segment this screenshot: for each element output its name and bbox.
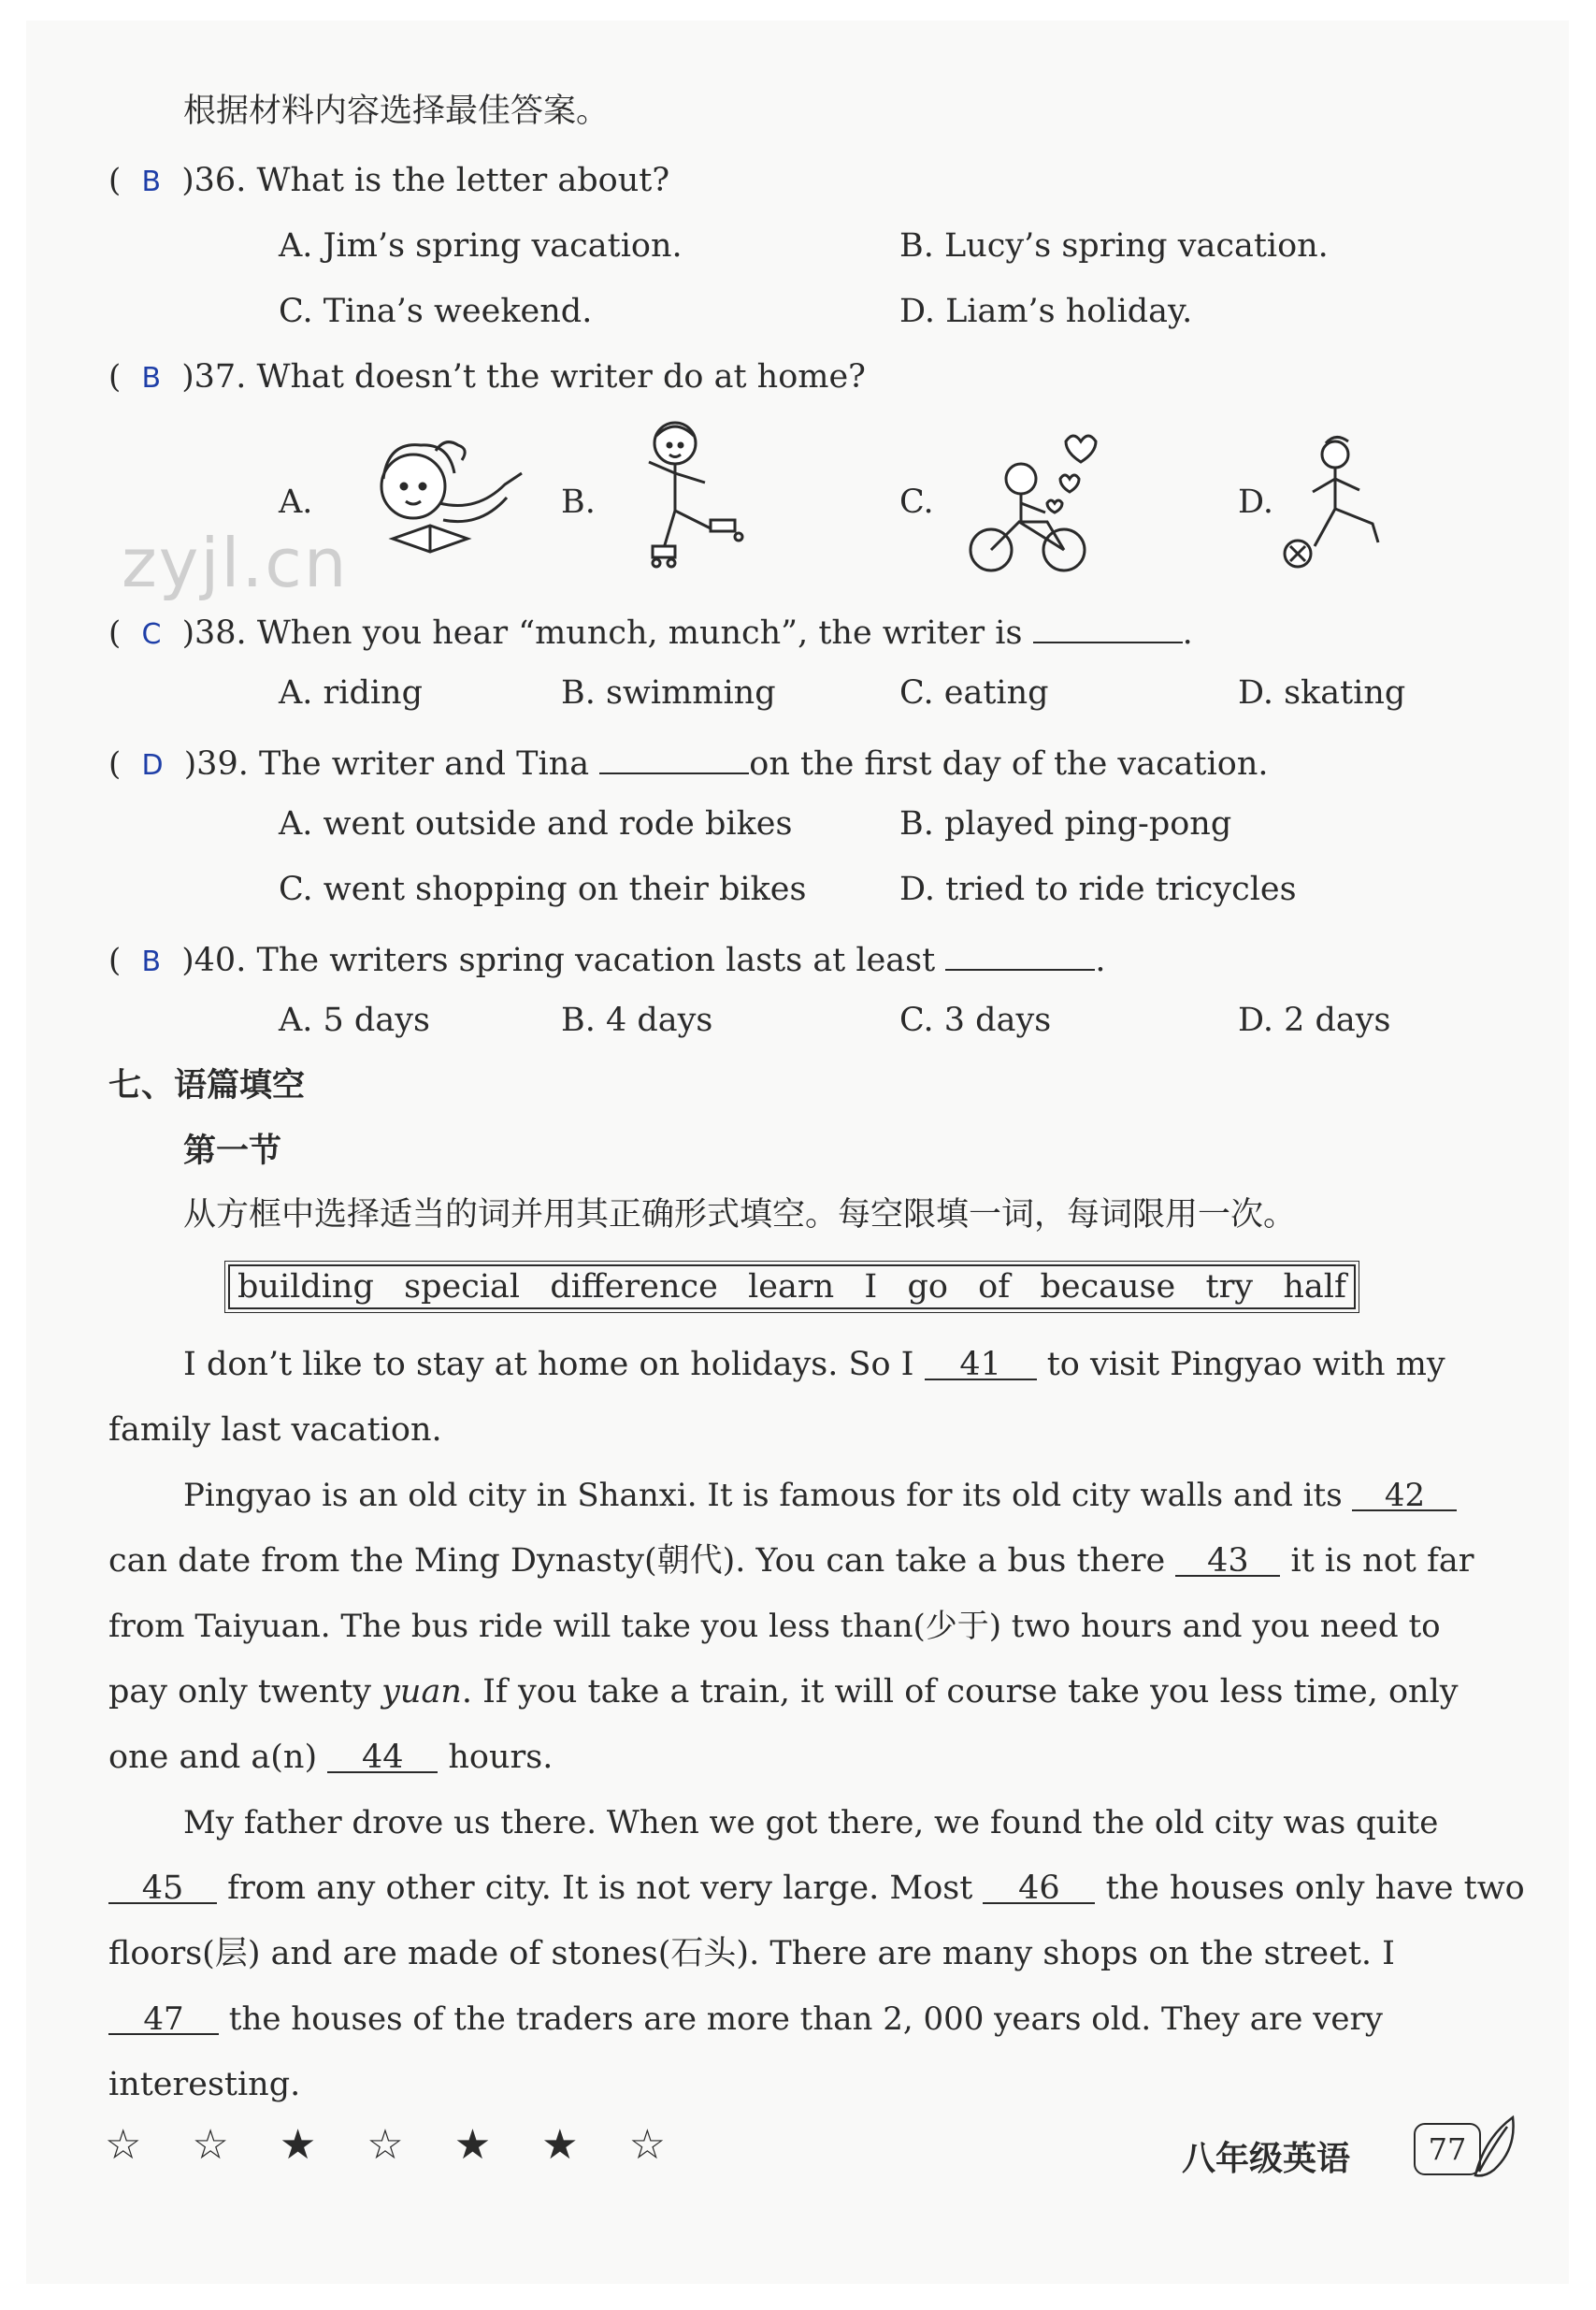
option-37-b: B.: [561, 484, 596, 521]
blank-47: 47: [108, 2003, 219, 2035]
word-bank-item: I: [864, 1268, 878, 1306]
option-38-b: B. swimming: [561, 674, 776, 712]
instruction-fill: 从方框中选择适当的词并用其正确形式填空。每空限填一词，每词限用一次。: [183, 1196, 1297, 1234]
option-38-c: C. eating: [899, 674, 1049, 712]
option-39-b: B. played ping-pong: [899, 805, 1232, 843]
answer-36: B: [141, 166, 162, 198]
option-36-c: C. Tina’s weekend.: [279, 293, 593, 330]
blank-45: 45: [108, 1872, 217, 1904]
option-40-c: C. 3 days: [899, 1002, 1052, 1039]
passage-line: pay only twenty yuan. If you take a train, it will of course take you less time, only: [108, 1673, 1459, 1711]
subsection-title: 第一节: [183, 1133, 282, 1170]
option-36-d: D. Liam’s holiday.: [899, 293, 1193, 330]
option-40-b: B. 4 days: [561, 1002, 713, 1039]
blank-43: 43: [1175, 1545, 1280, 1577]
option-40-d: D. 2 days: [1238, 1002, 1391, 1039]
blank-39: [599, 743, 749, 774]
reading-child-illustration: [346, 423, 542, 582]
blank-41: 41: [925, 1349, 1037, 1380]
instruction-choose: 根据材料内容选择最佳答案。: [183, 93, 610, 130]
word-bank-item: of: [978, 1268, 1011, 1306]
passage-line: 45 from any other city. It is not very large. Most 46 the houses only have two: [108, 1872, 1525, 1905]
word-bank-item: half: [1283, 1268, 1346, 1306]
option-36-a: A. Jim’s spring vacation.: [279, 227, 683, 265]
answer-40: B: [141, 946, 162, 978]
answer-37: B: [141, 362, 162, 395]
passage-line: family last vacation.: [108, 1411, 442, 1449]
word-bank-item: try: [1205, 1268, 1254, 1306]
word-bank-item: because: [1040, 1268, 1176, 1306]
option-40-a: A. 5 days: [279, 1002, 430, 1039]
option-37-a: A.: [279, 484, 313, 521]
blank-40: [945, 939, 1095, 971]
answer-39: D: [141, 749, 164, 782]
word-bank-item: building: [237, 1268, 374, 1306]
leaf-icon: [1468, 2110, 1520, 2181]
blank-44: 44: [327, 1741, 438, 1773]
question-40: ( B )40. The writers spring vacation lasts at least .: [108, 939, 1105, 977]
question-36-text: What is the letter about?: [256, 162, 670, 199]
question-37: ( B )37. What doesn’t the writer do at home?: [108, 358, 866, 396]
passage-line: from Taiyuan. The bus ride will take you less than(少于) two hours and you need to: [108, 1608, 1441, 1645]
page-number: 77: [1414, 2123, 1481, 2175]
section-title: 七、语篇填空: [108, 1067, 306, 1104]
question-36: ( B )36. What is the letter about?: [108, 162, 670, 199]
passage-line: I don’t like to stay at home on holidays. So I 41 to visit Pingyao with my: [183, 1346, 1445, 1383]
word-bank-box: [228, 1264, 1356, 1309]
question-38: ( C )38. When you hear “munch, munch”, the writer is .: [108, 612, 1193, 650]
passage-line: can date from the Ming Dynasty(朝代). You can take a bus there 43 it is not far: [108, 1542, 1474, 1580]
passage-line: Pingyao is an old city in Shanxi. It is famous for its old city walls and its 42: [183, 1480, 1457, 1511]
word-bank-item: learn: [748, 1268, 835, 1306]
star-decoration: ☆ ☆ ★ ☆ ★ ★ ☆: [105, 2121, 685, 2169]
option-37-c: C.: [899, 484, 934, 521]
word-bank-item: difference: [550, 1268, 718, 1306]
word-bank-item: special: [404, 1268, 521, 1306]
option-36-b: B. Lucy’s spring vacation.: [899, 227, 1329, 265]
passage-line: My father drove us there. When we got there, we found the old city was quite: [183, 1804, 1439, 1841]
passage-line: 47 the houses of the traders are more than 2, 000 years old. They are very: [108, 2003, 1383, 2035]
option-38-a: A. riding: [279, 674, 423, 712]
cycling-girl-illustration: [963, 423, 1113, 582]
answer-38: C: [141, 618, 162, 651]
skating-kid-illustration: [628, 415, 769, 584]
question-37-text: What doesn’t the writer do at home?: [256, 358, 866, 396]
passage-line: one and a(n) 44 hours.: [108, 1739, 554, 1776]
blank-46: 46: [983, 1872, 1095, 1904]
option-39-a: A. went outside and rode bikes: [279, 805, 793, 843]
passage-line: floors(层) and are made of stones(石头). There are many shops on the street. I: [108, 1935, 1395, 1972]
word-bank-item: go: [907, 1268, 948, 1306]
blank-42: 42: [1352, 1480, 1457, 1511]
book-title: 八年级英语: [1182, 2140, 1351, 2178]
question-39: ( D )39. The writer and Tina on the first day of the vacation.: [108, 743, 1269, 781]
option-38-d: D. skating: [1238, 674, 1406, 712]
option-37-d: D.: [1238, 484, 1273, 521]
option-39-c: C. went shopping on their bikes: [279, 871, 807, 908]
passage-line: interesting.: [108, 2066, 301, 2103]
football-player-illustration: [1279, 428, 1410, 578]
blank-38: [1033, 612, 1183, 643]
option-39-d: D. tried to ride tricycles: [899, 871, 1297, 908]
watermark: zyjl.cn: [122, 524, 349, 602]
